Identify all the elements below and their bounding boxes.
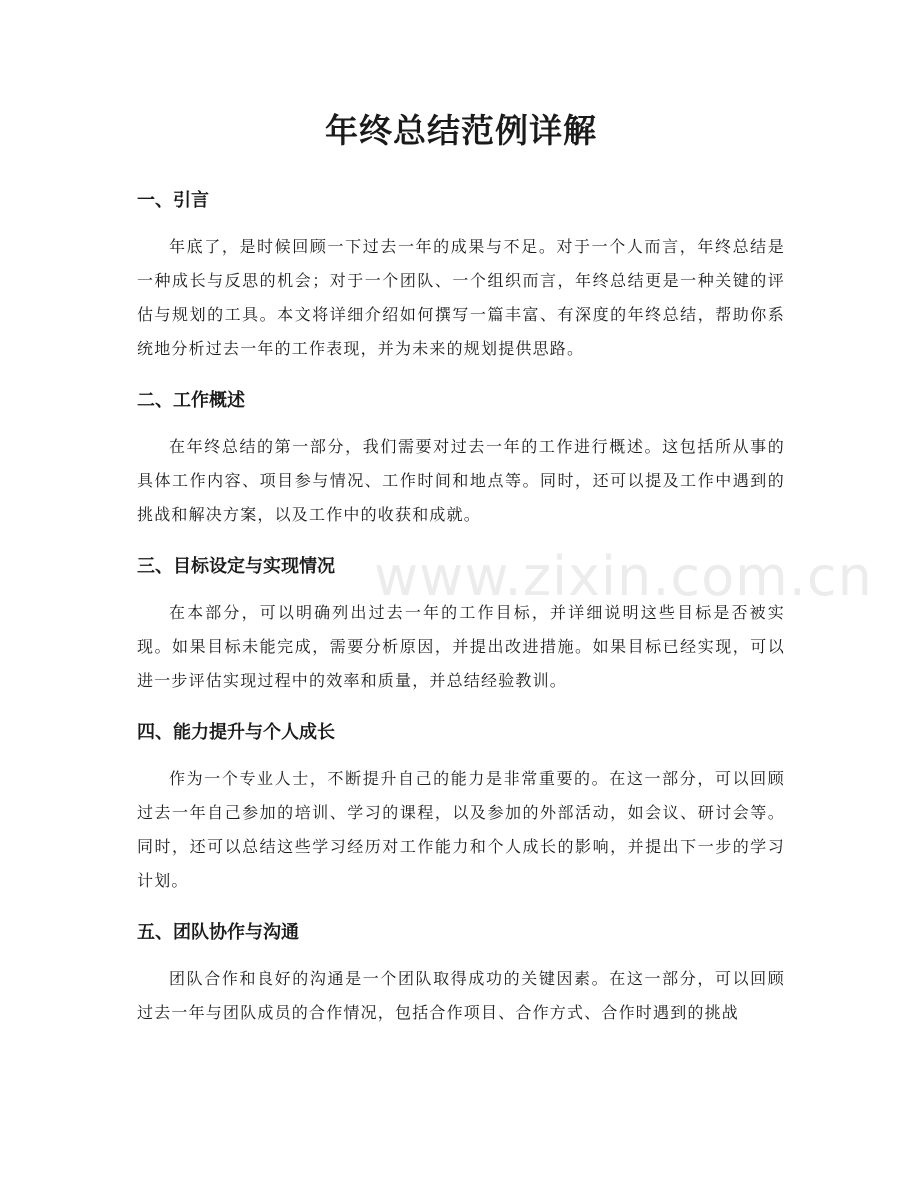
- section-introduction: [137, 186, 785, 366]
- section-paragraph: 作为一个专业人士，不断提升自己的能力是非常重要的。在这一部分，可以回顾过去一年自己参加的培训、学习的课程，以及参加的外部活动，如会议、研讨会等。同时，还可以总结这些学习经历对工作能力和个人成长的影响，并提出下一步的学习计划。: [137, 769, 785, 890]
- document-body: [137, 186, 785, 1030]
- section-paragraph: 在本部分，可以明确列出过去一年的工作目标，并详细说明这些目标是否被实现。如果目标未能完成，需要分析原因，并提出改进措施。如果目标已经实现，可以进一步评估实现过程中的效率和质量，并总结经验教训。: [137, 603, 785, 690]
- section-heading: 三、目标设定与实现情况: [137, 556, 335, 577]
- section-paragraph: 年底了，是时候回顾一下过去一年的成果与不足。对于一个人而言，年终总结是一种成长与反思的机会；对于一个团队、一个组织而言，年终总结更是一种关键的评估与规划的工具。本文将详细介绍如何撰写一篇丰富、有深度的年终总结，帮助你系统地分析过去一年的工作表现，并为未来的规划提供思路。: [137, 237, 785, 358]
- section-heading: 二、工作概述: [137, 390, 245, 411]
- section-teamwork: [137, 918, 785, 1030]
- section-heading: 四、能力提升与个人成长: [137, 722, 335, 743]
- section-goals: [137, 552, 785, 698]
- section-growth: [137, 718, 785, 898]
- section-paragraph: 在年终总结的第一部分，我们需要对过去一年的工作进行概述。这包括所从事的具体工作内容、项目参与情况、工作时间和地点等。同时，还可以提及工作中遇到的挑战和解决方案，以及工作中的收获和成就。: [137, 437, 785, 524]
- section-heading: 一、引言: [137, 190, 209, 211]
- document-title: 年终总结范例详解: [325, 111, 597, 150]
- section-work-overview: [137, 386, 785, 532]
- section-heading: 五、团队协作与沟通: [137, 922, 299, 943]
- watermark: www.zixin.com.cn: [374, 545, 873, 608]
- section-paragraph: 团队合作和良好的沟通是一个团队取得成功的关键因素。在这一部分，可以回顾过去一年与团队成员的合作情况，包括合作项目、合作方式、合作时遇到的挑战: [137, 969, 785, 1022]
